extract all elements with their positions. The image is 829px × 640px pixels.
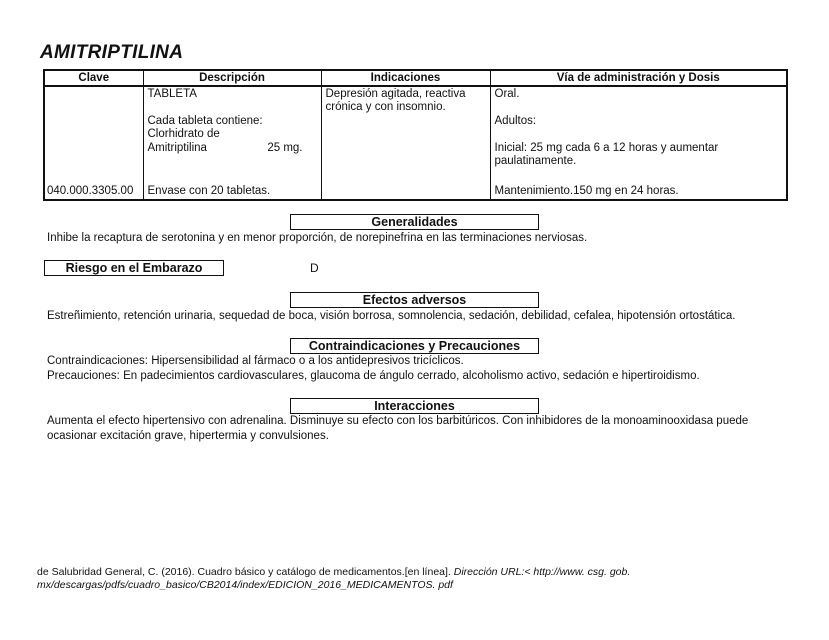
efectos-text: Estreñimiento, retención urinaria, sequedad de boca, visión borrosa, somnolencia, sedación, debilidad, cefalea, hipotensión ortostática. <box>47 310 736 322</box>
desc-dosis: 25 mg. <box>267 141 303 154</box>
page-title: AMITRIPTILINA <box>40 42 184 63</box>
column-header-indicaciones: Indicaciones <box>321 70 490 86</box>
table-header-row <box>44 70 787 86</box>
reference-citation <box>37 566 657 592</box>
via-mantenimiento: Mantenimiento.150 mg en 24 horas. <box>494 184 679 197</box>
precauciones-line-2: Precauciones: En padecimientos cardiovasculares, glaucoma de ángulo cerrado, alcoholismo activo, sedación e hipertiroidismo. <box>47 370 700 382</box>
embarazo-value: D <box>310 261 319 275</box>
desc-forma: TABLETA <box>147 88 197 100</box>
desc-envase: Envase con 20 tabletas. <box>147 184 271 197</box>
column-header-via-dosis: Vía de administración y Dosis <box>490 70 787 86</box>
cell-clave: 040.000.3305.00 <box>44 86 143 200</box>
medication-table <box>43 69 788 201</box>
via-adultos: Adultos: <box>494 114 537 127</box>
interacciones-text: Aumenta el efecto hipertensivo con adrenalina. Disminuye su efecto con los barbitúricos. Con inhibidores de la monoaminooxidasa puede ocasionar excitación grave, hipertermia y convulsiones. <box>47 415 749 442</box>
contraindicaciones-line-1: Contraindicaciones: Hipersensibilidad al fármaco o a los antidepresivos tricíclicos. <box>47 355 464 367</box>
table-row <box>44 86 787 200</box>
cell-descripcion <box>143 86 321 200</box>
desc-contiene: Cada tableta contiene: <box>147 114 263 127</box>
contraindicaciones-heading: Contraindicaciones y Precauciones <box>290 338 539 354</box>
generalidades-text: Inhibe la recaptura de serotonina y en menor proporción, de norepinefrina en las terminaciones nerviosas. <box>47 232 588 244</box>
generalidades-heading: Generalidades <box>290 214 539 230</box>
efectos-heading: Efectos adversos <box>290 292 539 308</box>
interacciones-heading: Interacciones <box>290 398 539 414</box>
cell-via-dosis <box>490 86 787 200</box>
column-header-descripcion: Descripción <box>143 70 321 86</box>
via-oral: Oral. <box>494 88 520 100</box>
reference-url: Dirección URL:< http://www. csg. gob. mx/descargas/pdfs/cuadro_basico/CB2014/index/EDICION_2016_MEDICAMENTOS. pdf <box>37 566 631 591</box>
embarazo-heading: Riesgo en el Embarazo <box>44 260 224 276</box>
reference-plain: de Salubridad General, C. (2016). Cuadro básico y catálogo de medicamentos.[en línea]. <box>37 566 454 578</box>
column-header-clave: Clave <box>44 70 143 86</box>
desc-sal-1: Clorhidrato de <box>147 128 220 141</box>
cell-indicaciones: Depresión agitada, reactiva crónica y con insomnio. <box>321 86 490 200</box>
desc-sal-2: Amitriptilina <box>147 141 207 154</box>
via-inicial: Inicial: 25 mg cada 6 a 12 horas y aumentar paulatinamente. <box>494 141 719 167</box>
